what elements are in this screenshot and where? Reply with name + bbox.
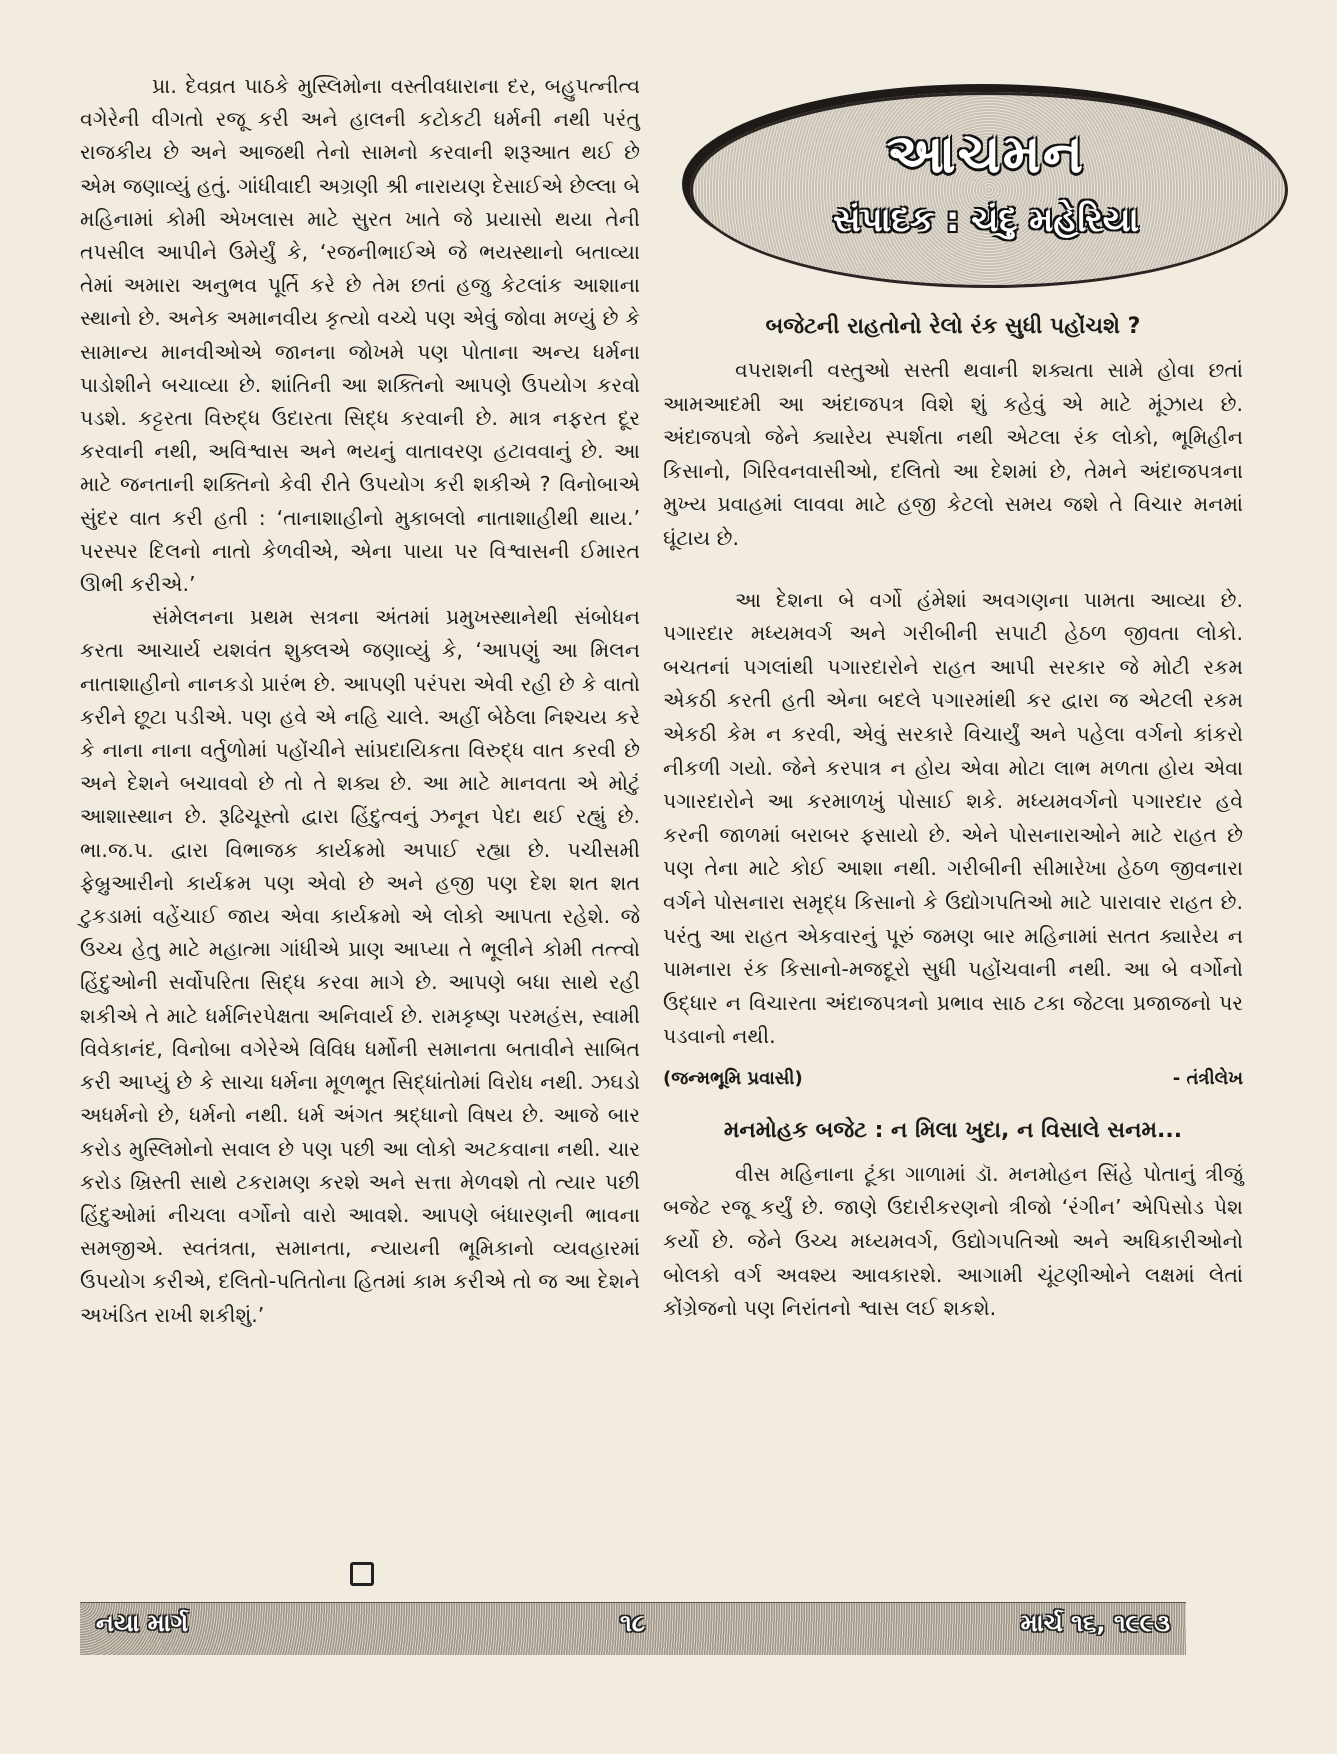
article-1-paragraph-2: આ દેશના બે વર્ગો હંમેશાં અવગણના પામતા આવ્યા છે. પગારદાર મધ્યમવર્ગ અને ગરીબીની સપાટી હેઠળ જીવતા લોકો. બચતનાં પગલાંથી પગારદારોને રાહત આપી સરકાર જે મોટી રકમ એકઠી કરતી હતી એના બદલે પગારમાંથી કર દ્વારા જ એટલી રકમ એકઠી કેમ ન કરવી, એવું સરકારે વિચાર્યું અને પહેલા વર્ગનો કાંકરો નીકળી ગયો. જેને કરપાત્ર ન હોય એવા મોટા લાભ મળતા હોય એવા પગારદારોને આ કરમાળખું પોસાઈ શકે. મધ્યમવર્ગનો પગારદાર હવે કરની જાળમાં બરાબર ફસાયો છે. એને પોસનારાઓને માટે રાહત છે પણ તેના માટે કોઈ આશા નથી. ગરીબીની સીમારેખા હેઠળ જીવનારા વર્ગને પોસનારા સમૃદ્ધ કિસાનો કે ઉદ્યોગપતિઓ માટે પારાવાર રાહત છે. પરંતુ આ રાહત એકવારનું પૂરું જમણ બાર મહિનામાં સતત ક્યારેય ન પામનારા રંક કિસાનો-મજદૂરો સુધી પહોંચવાની નથી. આ બે વર્ગોનો ઉદ્ધાર ન વિચારતા અંદાજપત્રનો પ્રભાવ સાઠ ટકા જેટલા પ્રજાજનો પર પડવાનો નથી.: [663, 587, 1243, 1049]
article-1-byline: - તંત્રીલેખ: [1172, 1067, 1243, 1089]
article-1-paragraph-1: વપરાશની વસ્તુઓ સસ્તી થવાની શક્યતા સામે હોવા છતાં આમઆદમી આ અંદાજપત્ર વિશે શું કહેવું એ માટે મૂંઝાય છે. અંદાજપત્રો જેને ક્યારેય સ્પર્શતા નથી એટલા રંક લોકો, ભૂમિહીન કિસાનો, ગિરિવનવાસીઓ, દલિતો આ દેશમાં છે, તેમને અંદાજપત્રના મુખ્ય પ્રવાહમાં લાવવા માટે હજી કેટલો સમય જશે તે વિચાર મનમાં ઘૂંટાય છે.: [663, 358, 1243, 550]
end-of-article-mark: [350, 1562, 374, 1586]
footer-magazine-name: નયા માર્ગ: [96, 1609, 189, 1637]
article-1-heading: બજેટની રાહતોનો રેલો રંક સુધી પહોંચશે ?: [765, 314, 1141, 339]
article-1-source: (જન્મભૂમિ પ્રવાસી): [663, 1067, 803, 1089]
footer-page-number: ૧૮: [620, 1609, 645, 1637]
page-footer: [80, 1602, 1186, 1655]
article-1-credit: [663, 1064, 1243, 1094]
column-editor: સંપાદક : ચંદુ મહેરિયા: [833, 200, 1139, 240]
article-2-heading: મનમોહક બજેટ : ન મિલા ખુદા, ન વિસાલે સનમ...: [723, 1117, 1183, 1143]
footer-date: માર્ચ ૧૬, ૧૯૯૩: [1020, 1609, 1170, 1637]
right-column: [663, 310, 1243, 1326]
left-paragraph-1: પ્રા. દેવવ્રત પાઠકે મુસ્લિમોના વસ્તીવધારાના દર, બહુપત્નીત્વ વગેરેની વીગતો રજૂ કરી અને હાલની કટોકટી ધર્મની નથી પરંતુ રાજકીય છે અને આજથી તેનો સામનો કરવાની શરૂઆત થઈ છે એમ જણાવ્યું હતું. ગાંધીવાદી અગ્રણી શ્રી નારાયણ દેસાઈએ છેલ્લા બે મહિનામાં કોમી એખલાસ માટે સુરત ખાતે જે પ્રયાસો થયા તેની તપસીલ આપીને ઉમેર્યું કે, ‘રજનીભાઈએ જે ભયસ્થાનો બતાવ્યા તેમાં અમારા અનુભવ પૂર્તિ કરે છે તેમ છતાં હજુ કેટલાંક આશાના સ્થાનો છે. અનેક અમાનવીય કૃત્યો વચ્ચે પણ એવું જોવા મળ્યું છે કે સામાન્ય માનવીઓએ જાનના જોખમે પણ પોતાના અન્ય ધર્મના પાડોશીને બચાવ્યા છે. શાંતિની આ શક્તિનો આપણે ઉપયોગ કરવો પડશે. કટ્ટરતા વિરુદ્ધ ઉદારતા સિદ્ધ કરવાની છે. માત્ર નફરત દૂર કરવાની નથી, અવિશ્વાસ અને ભયનું વાતાવરણ હટાવવાનું છે. આ માટે જનતાની શક્તિનો કેવી રીતે ઉપયોગ કરી શકીએ ? વિનોબાએ સુંદર વાત કરી હતી : ‘તાનાશાહીનો મુકાબલો નાતાશાહીથી થાય.’ પરસ્પર દિલનો નાતો કેળવીએ, એના પાયા પર વિશ્વાસની ઈમારત ઊભી કરીએ.’: [80, 74, 640, 597]
left-column: [80, 70, 640, 1332]
left-paragraph-2: સંમેલનના પ્રથમ સત્રના અંતમાં પ્રમુખસ્થાનેથી સંબોધન કરતા આચાર્ય યશવંત શુક્લએ જણાવ્યું કે, ‘આપણું આ મિલન નાતાશાહીનો નાનકડો પ્રારંભ છે. આપણી પરંપરા એવી રહી છે કે વાતો કરીને છૂટા પડીએ. પણ હવે એ નહિ ચાલે. અહીં બેઠેલા નિશ્ચય કરે કે નાના નાના વર્તુળોમાં પહોંચીને સાંપ્રદાયિકતા વિરુદ્ધ વાત કરવી છે અને દેશને બચાવવો છે તો તે શક્ય છે. આ માટે માનવતા એ મોટું આશાસ્થાન છે. રૂઢિચૂસ્તો દ્વારા હિંદુત્વનું ઝનૂન પેદા થઈ રહ્યું છે. ભા.જ.પ. દ્વારા વિભાજક કાર્યક્રમો અપાઈ રહ્યા છે. પચીસમી ફેબ્રુઆરીનો કાર્યક્રમ પણ એવો છે અને હજી પણ દેશ શત શત ટુકડામાં વહેંચાઈ જાય એવા કાર્યક્રમો એ લોકો આપતા રહેશે. જે ઉચ્ચ હેતુ માટે મહાત્મા ગાંધીએ પ્રાણ આપ્યા તે ભૂલીને કોમી તત્ત્વો હિંદુઓની સર્વોપરિતા સિદ્ધ કરવા માગે છે. આપણે બધા સાથે રહી શકીએ તે માટે ધર્મનિરપેક્ષતા અનિવાર્ય છે. રામકૃષ્ણ પરમહંસ, સ્વામી વિવેકાનંદ, વિનોબા વગેરેએ વિવિધ ધર્મોની સમાનતા બતાવીને સાબિત કરી આપ્યું છે કે સાચા ધર્મના મૂળભૂત સિદ્ધાંતોમાં વિરોધ નથી. ઝઘડો અધર્મનો છે, ધર્મનો નથી. ધર્મ અંગત શ્રદ્ધાનો વિષય છે. આજે બાર કરોડ મુસ્લિમોનો સવાલ છે પણ પછી આ લોકો અટકવાના નથી. ચાર કરોડ ખ્રિસ્તી સાથે ટકરામણ કરશે અને સત્તા મેળવશે તો ત્યાર પછી હિંદુઓમાં નીચલા વર્ગોનો વારો આવશે. આપણે બંધારણની ભાવના સમજીએ. સ્વતંત્રતા, સમાનતા, ન્યાયની ભૂમિકાનો વ્યવહારમાં ઉપયોગ કરીએ, દલિતો-પતિતોના હિતમાં કામ કરીએ તો જ આ દેશને અખંડિત રાખી શકીશું.’: [80, 605, 640, 1327]
article-2-paragraph-1: વીસ મહિનાના ટૂંકા ગાળામાં ડૉ. મનમોહન સિંહે પોતાનું ત્રીજું બજેટ રજૂ કર્યું છે. જાણે ઉદારીકરણનો ત્રીજો ‘રંગીન’ એપિસોડ પેશ કર્યો છે. જેને ઉચ્ચ મધ્યમવર્ગ, ઉદ્યોગપતિઓ અને અધિકારીઓનો બોલકો વર્ગ અવશ્ય આવકારશે. આગામી ચૂંટણીઓને લક્ષમાં લેતાં કોંગ્રેજનો પણ નિરાંતનો શ્વાસ લઈ શકશે.: [663, 1161, 1243, 1321]
column-title: આચમન: [886, 122, 1086, 185]
